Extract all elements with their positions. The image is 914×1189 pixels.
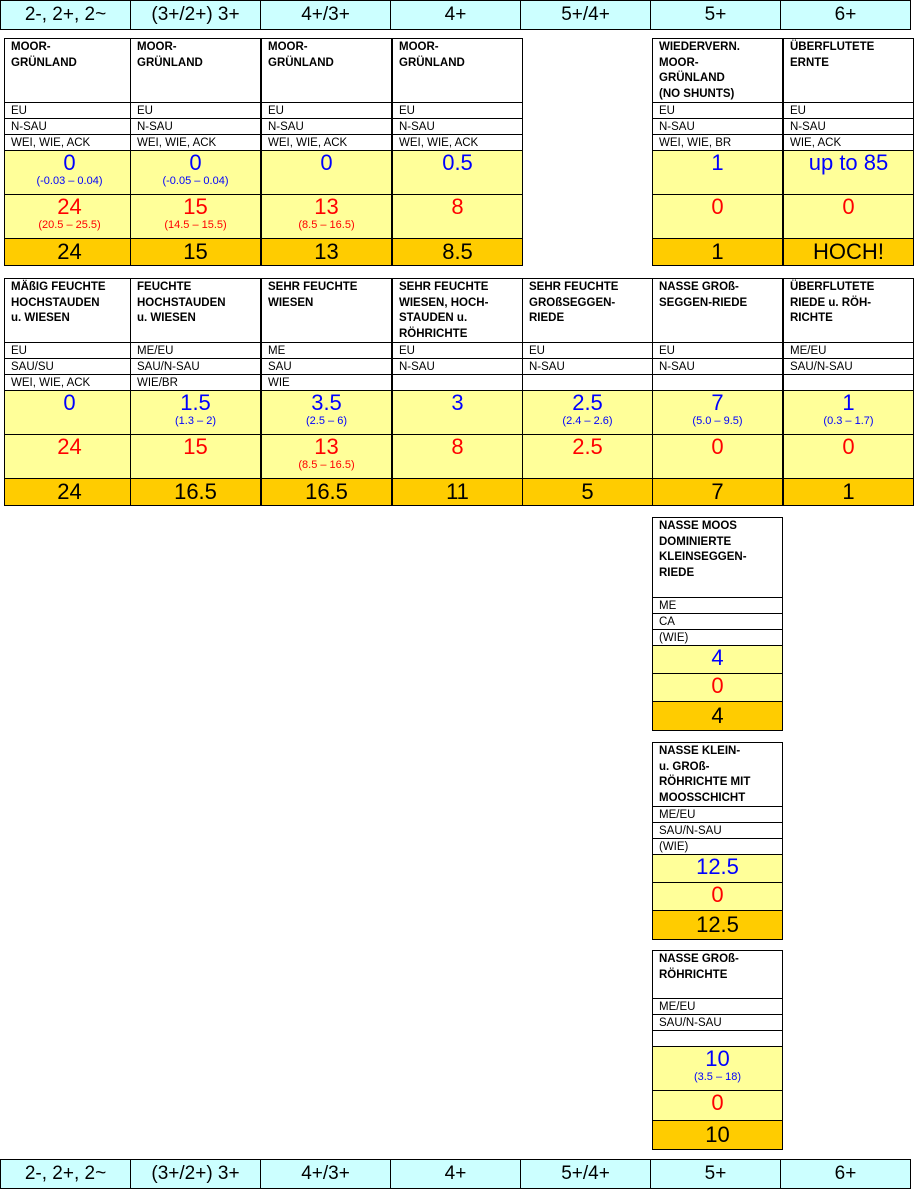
red-value: 0 xyxy=(711,673,724,698)
region-row: SAU/N-SAU xyxy=(131,359,260,375)
blue-range: (2.4 – 2.6) xyxy=(562,415,613,427)
blue-value-cell xyxy=(653,151,782,195)
region-row: N-SAU xyxy=(131,119,260,135)
red-value: 0 xyxy=(842,194,855,219)
red-range: (8.5 – 16.5) xyxy=(298,219,355,231)
footer-level: 5+/4+ xyxy=(520,1159,651,1189)
card-title: ÜBERFLUTETE RIEDE u. RÖH- RICHTE xyxy=(784,279,913,343)
red-range: (8.5 – 16.5) xyxy=(298,459,355,471)
total-value: 1 xyxy=(653,239,782,265)
blue-value: 10 xyxy=(705,1046,730,1071)
total-value: 11 xyxy=(393,479,522,505)
code-row: ME/EU xyxy=(784,343,913,359)
region-row: SAU/SU xyxy=(5,359,134,375)
card-title: MOOR- GRÜNLAND xyxy=(262,39,391,103)
footer-level: 4+/3+ xyxy=(260,1159,391,1189)
header-level: 2-, 2+, 2~ xyxy=(0,0,131,30)
blue-value-cell xyxy=(653,646,782,674)
header-level: 5+ xyxy=(650,0,781,30)
blue-value: 0 xyxy=(63,150,76,175)
category-card xyxy=(652,278,783,506)
blue-range: (3.5 – 18) xyxy=(693,1071,742,1083)
region-row: N-SAU xyxy=(653,359,782,375)
card-title: SEHR FEUCHTE GROßSEGGEN- RIEDE xyxy=(523,279,652,343)
red-value-cell xyxy=(131,435,260,479)
red-value-cell xyxy=(262,435,391,479)
card-title: ÜBERFLUTETE ERNTE xyxy=(784,39,913,103)
red-value: 13 xyxy=(314,434,339,459)
blue-value-cell xyxy=(653,855,782,883)
blue-value-cell xyxy=(5,391,134,435)
blue-value: 2.5 xyxy=(572,390,603,415)
blue-value-cell xyxy=(784,151,913,195)
blue-value: 0 xyxy=(320,150,333,175)
blue-range: (-0.03 – 0.04) xyxy=(36,175,103,187)
use-row: WEI, WIE, ACK xyxy=(262,135,391,151)
total-value: 16.5 xyxy=(131,479,260,505)
category-card xyxy=(4,38,135,266)
code-row: ME xyxy=(262,343,391,359)
category-card xyxy=(261,38,392,266)
red-value-cell xyxy=(393,435,522,479)
footer-level: 2-, 2+, 2~ xyxy=(0,1159,131,1189)
footer-level: 4+ xyxy=(390,1159,521,1189)
blue-value-cell xyxy=(393,151,522,195)
total-value: 24 xyxy=(5,479,134,505)
red-value: 0 xyxy=(711,1090,724,1115)
code-row: EU xyxy=(653,343,782,359)
total-value: 1 xyxy=(784,479,913,505)
red-value-cell xyxy=(784,435,913,479)
footer-level: 5+ xyxy=(650,1159,781,1189)
region-row: N-SAU xyxy=(653,119,782,135)
region-row: SAU xyxy=(262,359,391,375)
code-row: ME/EU xyxy=(131,343,260,359)
use-row: WEI, WIE, ACK xyxy=(5,135,134,151)
footer-level: 6+ xyxy=(780,1159,911,1189)
card-title: NASSE GROß- RÖHRICHTE xyxy=(653,951,782,999)
red-value: 24 xyxy=(57,194,82,219)
category-card xyxy=(652,742,783,940)
category-card xyxy=(261,278,392,506)
blue-value: up to 85 xyxy=(808,150,889,175)
total-value: 8.5 xyxy=(393,239,522,265)
code-row: EU xyxy=(131,103,260,119)
footer-level: (3+/2+) 3+ xyxy=(130,1159,261,1189)
red-value-cell xyxy=(784,195,913,239)
total-value: 12.5 xyxy=(653,911,782,939)
blue-value-cell xyxy=(5,151,134,195)
category-card xyxy=(652,950,783,1150)
card-title: MÄßIG FEUCHTE HOCHSTAUDEN u. WIESEN xyxy=(5,279,134,343)
blue-value: 3 xyxy=(451,390,464,415)
use-row: (WIE) xyxy=(653,630,782,646)
red-value: 0 xyxy=(711,882,724,907)
total-value: 5 xyxy=(523,479,652,505)
red-value-cell xyxy=(653,195,782,239)
region-row: N-SAU xyxy=(523,359,652,375)
category-card xyxy=(522,278,653,506)
blue-value: 0 xyxy=(189,150,202,175)
total-value: 13 xyxy=(262,239,391,265)
region-row: N-SAU xyxy=(262,119,391,135)
use-row: WIE/BR xyxy=(131,375,260,391)
blue-value: 3.5 xyxy=(311,390,342,415)
code-row: EU xyxy=(393,103,522,119)
use-row xyxy=(653,1031,782,1047)
card-title: NASSE MOOS DOMINIERTE KLEINSEGGEN- RIEDE xyxy=(653,518,782,598)
use-row xyxy=(523,375,652,391)
card-title: SEHR FEUCHTE WIESEN, HOCH- STAUDEN u. RÖHRICHTE xyxy=(393,279,522,343)
card-title: FEUCHTE HOCHSTAUDEN u. WIESEN xyxy=(131,279,260,343)
region-row: SAU/N-SAU xyxy=(784,359,913,375)
red-value: 15 xyxy=(183,194,208,219)
total-value: 10 xyxy=(653,1121,782,1149)
card-title: MOOR- GRÜNLAND xyxy=(5,39,134,103)
blue-value: 7 xyxy=(711,390,724,415)
blue-value: 1.5 xyxy=(180,390,211,415)
red-value: 8 xyxy=(451,194,464,219)
total-value: 24 xyxy=(5,239,134,265)
red-value: 0 xyxy=(842,434,855,459)
red-value: 2.5 xyxy=(572,434,603,459)
blue-range: (0.3 – 1.7) xyxy=(823,415,874,427)
region-row: CA xyxy=(653,614,782,630)
header-level: (3+/2+) 3+ xyxy=(130,0,261,30)
red-value-cell xyxy=(131,195,260,239)
blue-value-cell xyxy=(131,151,260,195)
red-value-cell xyxy=(5,195,134,239)
red-value: 13 xyxy=(314,194,339,219)
red-value: 0 xyxy=(711,434,724,459)
header-level: 4+ xyxy=(390,0,521,30)
total-value: 15 xyxy=(131,239,260,265)
category-card xyxy=(652,38,783,266)
card-title: NASSE GROß- SEGGEN-RIEDE xyxy=(653,279,782,343)
use-row: WEI, WIE, BR xyxy=(653,135,782,151)
red-value-cell xyxy=(653,674,782,702)
blue-range: (2.5 – 6) xyxy=(306,415,347,427)
region-row: SAU/N-SAU xyxy=(653,823,782,839)
region-row: N-SAU xyxy=(5,119,134,135)
red-value-cell xyxy=(653,435,782,479)
category-card xyxy=(392,278,523,506)
use-row xyxy=(784,375,913,391)
blue-value-cell xyxy=(784,391,913,435)
red-value: 0 xyxy=(711,194,724,219)
red-value: 15 xyxy=(183,434,208,459)
code-row: ME/EU xyxy=(653,999,782,1015)
blue-value: 0 xyxy=(63,390,76,415)
code-row: EU xyxy=(262,103,391,119)
blue-value: 1 xyxy=(842,390,855,415)
category-card xyxy=(4,278,135,506)
header-band xyxy=(0,0,913,30)
region-row: N-SAU xyxy=(393,359,522,375)
code-row: EU xyxy=(523,343,652,359)
red-value: 8 xyxy=(451,434,464,459)
red-range: (14.5 – 15.5) xyxy=(164,219,227,231)
blue-value-cell xyxy=(262,151,391,195)
category-card xyxy=(392,38,523,266)
card-title: MOOR- GRÜNLAND xyxy=(131,39,260,103)
use-row: WEI, WIE, ACK xyxy=(5,375,134,391)
category-card xyxy=(783,278,914,506)
blue-value: 12.5 xyxy=(696,854,739,879)
blue-value-cell xyxy=(653,1047,782,1091)
blue-range: (-0.05 – 0.04) xyxy=(162,175,229,187)
use-row: WEI, WIE, ACK xyxy=(131,135,260,151)
region-row: SAU/N-SAU xyxy=(653,1015,782,1031)
header-level: 6+ xyxy=(780,0,911,30)
category-card xyxy=(130,278,261,506)
blue-value-cell xyxy=(131,391,260,435)
red-value: 24 xyxy=(57,434,82,459)
use-row: WIE xyxy=(262,375,391,391)
card-title: SEHR FEUCHTE WIESEN xyxy=(262,279,391,343)
category-card xyxy=(130,38,261,266)
header-level: 4+/3+ xyxy=(260,0,391,30)
red-value-cell xyxy=(653,1091,782,1121)
code-row: EU xyxy=(5,343,134,359)
footer-band xyxy=(0,1159,913,1189)
red-value-cell xyxy=(523,435,652,479)
blue-range: (1.3 – 2) xyxy=(175,415,216,427)
blue-range: (5.0 – 9.5) xyxy=(692,415,743,427)
blue-value-cell xyxy=(262,391,391,435)
use-row: (WIE) xyxy=(653,839,782,855)
total-value: 7 xyxy=(653,479,782,505)
header-level: 5+/4+ xyxy=(520,0,651,30)
blue-value-cell xyxy=(653,391,782,435)
category-card xyxy=(652,517,783,731)
card-title: WIEDERVERN. MOOR- GRÜNLAND (NO SHUNTS) xyxy=(653,39,782,103)
card-title: MOOR- GRÜNLAND xyxy=(393,39,522,103)
total-value: HOCH! xyxy=(784,239,913,265)
use-row xyxy=(393,375,522,391)
blue-value: 0.5 xyxy=(442,150,473,175)
region-row: N-SAU xyxy=(784,119,913,135)
region-row: N-SAU xyxy=(393,119,522,135)
category-card xyxy=(783,38,914,266)
blue-value: 1 xyxy=(711,150,724,175)
blue-value: 4 xyxy=(711,645,724,670)
red-range: (20.5 – 25.5) xyxy=(38,219,101,231)
total-value: 4 xyxy=(653,702,782,730)
red-value-cell xyxy=(653,883,782,911)
code-row: EU xyxy=(393,343,522,359)
blue-value-cell xyxy=(393,391,522,435)
code-row: EU xyxy=(5,103,134,119)
code-row: EU xyxy=(784,103,913,119)
total-value: 16.5 xyxy=(262,479,391,505)
red-value-cell xyxy=(262,195,391,239)
use-row: WEI, WIE, ACK xyxy=(393,135,522,151)
use-row xyxy=(653,375,782,391)
code-row: ME xyxy=(653,598,782,614)
card-title: NASSE KLEIN- u. GROß- RÖHRICHTE MIT MOOSSCHICHT xyxy=(653,743,782,807)
blue-value-cell xyxy=(523,391,652,435)
red-value-cell xyxy=(5,435,134,479)
code-row: ME/EU xyxy=(653,807,782,823)
code-row: EU xyxy=(653,103,782,119)
red-value-cell xyxy=(393,195,522,239)
use-row: WIE, ACK xyxy=(784,135,913,151)
